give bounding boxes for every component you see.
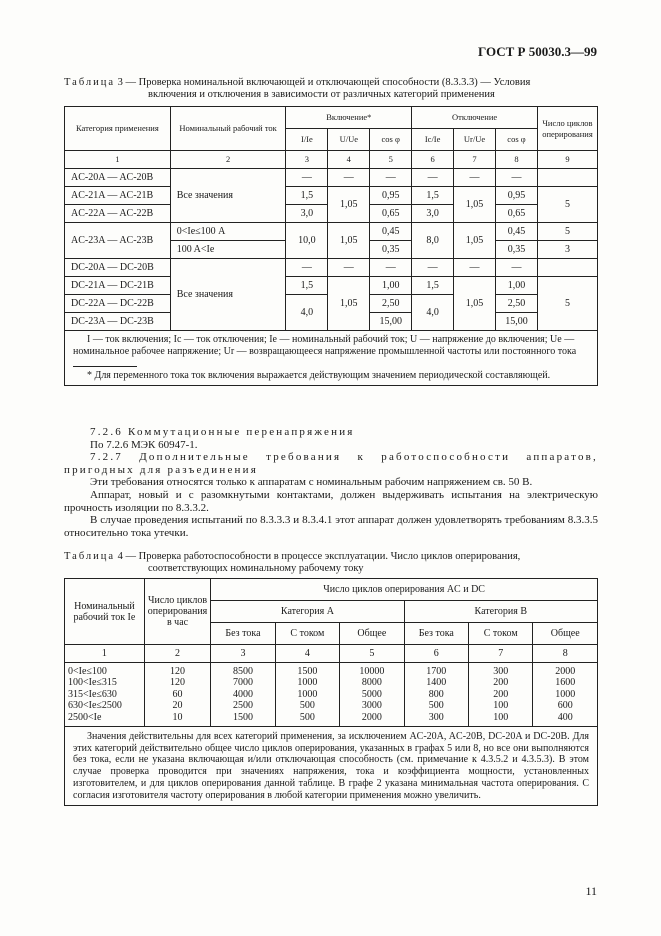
col-num: 2 bbox=[144, 645, 210, 663]
col-category-header: Категория применения bbox=[65, 107, 171, 151]
table-cell: 1,5 bbox=[412, 277, 454, 295]
table-cell: 1,05 bbox=[454, 187, 496, 223]
table-cell: 1,00 bbox=[370, 277, 412, 295]
table-cell: — bbox=[286, 169, 328, 187]
table-column: 1500 1000 1000 500 500 bbox=[275, 663, 339, 727]
col-off-header: Отключение bbox=[412, 107, 538, 129]
table-cell: 3,0 bbox=[286, 205, 328, 223]
table-cell: 8,0 bbox=[412, 223, 454, 259]
table-cell: — bbox=[328, 259, 370, 277]
sub-header: Ur/Uе bbox=[454, 129, 496, 151]
table-column: 300 200 200 100 100 bbox=[468, 663, 532, 727]
table-cell: — bbox=[454, 169, 496, 187]
table-cell: — bbox=[328, 169, 370, 187]
table-cell: 1,05 bbox=[328, 187, 370, 223]
table-cell: DC-21A — DC-21B bbox=[65, 277, 171, 295]
col-num: 4 bbox=[275, 645, 339, 663]
col-cycles-header: Число циклов оперирования AC и DC bbox=[211, 579, 598, 601]
col-rate-header: Число циклов оперирования в час bbox=[144, 579, 210, 645]
table-cell: 5 bbox=[537, 277, 597, 331]
col-num: 8 bbox=[533, 645, 598, 663]
table-cell: 0,95 bbox=[370, 187, 412, 205]
col-num: 4 bbox=[328, 151, 370, 169]
table-cell: Все значения bbox=[170, 259, 286, 331]
table4-note: Значения действительны для всех категорий применения, за исключением AC-20A, AC-20B, DC-20A и DC-20B. Для этих категорий действительно общее число циклов оперирования, указанных в графах 5 или 8, но все они выполняются без тока, если не указана включающая и/или отключающая способность (см. примечание к 4.3.5.2 и 4.3.5.3). В этом случае проверка проводится при значениях напряжения, тока и коэффициента мощности, установленных изготовителем, и для циклов оперирования данной таблице. В графе 2 указана минимальная частота оперирования. С согласия изготовителя частоту оперирования в любой категории применения можно увеличить. bbox=[65, 727, 598, 806]
table-cell: 15,00 bbox=[370, 313, 412, 331]
table-cell: 0,65 bbox=[496, 205, 538, 223]
table-cell: AC-20A — AC-20B bbox=[65, 169, 171, 187]
table-column: 10000 8000 5000 3000 2000 bbox=[340, 663, 405, 727]
table-cell: — bbox=[454, 259, 496, 277]
table-cell: 1,5 bbox=[286, 277, 328, 295]
table-cell: 3 bbox=[537, 241, 597, 259]
table-column: 1700 1400 800 500 300 bbox=[404, 663, 468, 727]
section-7-2-6-title: 7.2.6 Коммутационные перенапряжения bbox=[90, 426, 355, 438]
table-cell: 1,00 bbox=[496, 277, 538, 295]
table-cell: 1,05 bbox=[328, 277, 370, 331]
sub-header: С током bbox=[275, 623, 339, 645]
sub-header: I/Iе bbox=[286, 129, 328, 151]
sub-header: Iс/Iе bbox=[412, 129, 454, 151]
category-b-header: Категория В bbox=[404, 601, 597, 623]
sub-header: Общее bbox=[340, 623, 405, 645]
table-cell: — bbox=[370, 259, 412, 277]
category-a-header: Категория А bbox=[211, 601, 404, 623]
table4-caption: Таблица 4 — Проверка работоспособности в процессе эксплуатации. Число циклов оперирования, соответствующих номинальному рабочему току bbox=[64, 551, 521, 574]
col-current-header: Номинальный рабочий ток bbox=[170, 107, 286, 151]
document-id: ГОСТ Р 50030.3—99 bbox=[478, 44, 597, 59]
table-cell: 0,35 bbox=[496, 241, 538, 259]
sub-header: Без тока bbox=[211, 623, 275, 645]
table-cell: 1,05 bbox=[328, 223, 370, 259]
table-cell: DC-23A — DC-23B bbox=[65, 313, 171, 331]
table-column: 2000 1600 1000 600 400 bbox=[533, 663, 598, 727]
col-num: 6 bbox=[404, 645, 468, 663]
sub-header: cos φ bbox=[496, 129, 538, 151]
col-num: 8 bbox=[496, 151, 538, 169]
table-cell: 1,05 bbox=[454, 223, 496, 259]
table-cell: 0,35 bbox=[370, 241, 412, 259]
table3-legend: I — ток включения; Iс — ток отключения; Iе — номинальный рабочий ток; U — напряжение до включения; Uе — номинальное рабочее напряжение; Ur — возвращающееся напряжение промышленной частоты или постоянного тока * Для переменного тока ток включения выражается действующим значением периодической составляющей. bbox=[65, 331, 598, 386]
table-cell: 1,05 bbox=[454, 277, 496, 331]
table-cell: DC-22A — DC-22B bbox=[65, 295, 171, 313]
table-cell: 0,45 bbox=[496, 223, 538, 241]
col-num: 5 bbox=[370, 151, 412, 169]
table-cell: 0<Iе≤100 A bbox=[170, 223, 286, 241]
page-number: 11 bbox=[585, 884, 597, 898]
table-cell: 0,95 bbox=[496, 187, 538, 205]
col-num: 1 bbox=[65, 151, 171, 169]
section-7-2-7-title: 7.2.7 Дополнительные требования к работоспособности аппаратов, пригодных для разъединения bbox=[64, 451, 598, 476]
table-cell: 4,0 bbox=[286, 295, 328, 331]
table-cell: 5 bbox=[537, 223, 597, 241]
col-num: 9 bbox=[537, 151, 597, 169]
col-cycles-header: Число циклов оперирования bbox=[537, 107, 597, 151]
col-on-header: Включение* bbox=[286, 107, 412, 129]
col-num: 6 bbox=[412, 151, 454, 169]
table-cell: — bbox=[286, 259, 328, 277]
table-cell: 100 A<Iе bbox=[170, 241, 286, 259]
sub-header: Общее bbox=[533, 623, 598, 645]
table-column: 8500 7000 4000 2500 1500 bbox=[211, 663, 275, 727]
table-cell: 0,45 bbox=[370, 223, 412, 241]
table-cell: — bbox=[496, 169, 538, 187]
table-column: 0<Iе≤100 100<Iе≤315 315<Iе≤630 630<Iе≤2500 2500<Iе bbox=[65, 663, 145, 727]
col-num: 2 bbox=[170, 151, 286, 169]
table-cell: 3,0 bbox=[412, 205, 454, 223]
table-3 bbox=[64, 106, 598, 386]
table-cell: Все значения bbox=[170, 169, 286, 223]
table-cell: 10,0 bbox=[286, 223, 328, 259]
table-cell: — bbox=[496, 259, 538, 277]
table-cell: 1,5 bbox=[286, 187, 328, 205]
table3-caption: Таблица 3 — Проверка номинальной включающей и отключающей способности (8.3.3.3) — Условия включения и отключения в зависимости от различных категорий применения bbox=[64, 77, 531, 100]
table-cell: — bbox=[412, 259, 454, 277]
col-num: 3 bbox=[211, 645, 275, 663]
table-cell: 15,00 bbox=[496, 313, 538, 331]
table-cell: AC-21A — AC-21B bbox=[65, 187, 171, 205]
table-cell: AC-23A — AC-23B bbox=[65, 223, 171, 259]
paragraph: В случае проведения испытаний по 8.3.3.3 и 8.3.4.1 этот аппарат должен удовлетворять требованиям 8.3.3.5 относительно тока утечки. bbox=[64, 514, 598, 539]
table-column: 120 120 60 20 10 bbox=[144, 663, 210, 727]
col-num: 7 bbox=[468, 645, 532, 663]
table-cell: 2,50 bbox=[496, 295, 538, 313]
table-cell: — bbox=[412, 169, 454, 187]
paragraph: Аппарат, новый и с разомкнутыми контактами, должен выдерживать испытания на электрическую прочность изоляции по 8.3.3.2. bbox=[64, 488, 598, 514]
col-num: 5 bbox=[340, 645, 405, 663]
table-cell: 5 bbox=[537, 187, 597, 223]
sub-header: U/Uе bbox=[328, 129, 370, 151]
sub-header: С током bbox=[468, 623, 532, 645]
table-cell: DC-20A — DC-20B bbox=[65, 259, 171, 277]
sub-header: Без тока bbox=[404, 623, 468, 645]
col-num: 3 bbox=[286, 151, 328, 169]
table-cell bbox=[537, 259, 597, 277]
table-cell: 2,50 bbox=[370, 295, 412, 313]
table-cell: AC-22A — AC-22B bbox=[65, 205, 171, 223]
table-cell: — bbox=[370, 169, 412, 187]
table-cell: 0,65 bbox=[370, 205, 412, 223]
footnote-rule bbox=[73, 366, 137, 367]
paragraph: Эти требования относятся только к аппаратам с номинальным рабочим напряжением св. 50 В. bbox=[90, 476, 533, 489]
table-cell: 4,0 bbox=[412, 295, 454, 331]
table-cell bbox=[537, 169, 597, 187]
sub-header: cos φ bbox=[370, 129, 412, 151]
section-7-2-6-body: По 7.2.6 МЭК 60947-1. bbox=[90, 438, 198, 451]
col-num: 7 bbox=[454, 151, 496, 169]
table-cell: 1,5 bbox=[412, 187, 454, 205]
table-4 bbox=[64, 578, 598, 806]
col-num: 1 bbox=[65, 645, 145, 663]
body-text bbox=[64, 426, 598, 539]
col-current-header: Номинальный рабочий ток Iе bbox=[65, 579, 145, 645]
